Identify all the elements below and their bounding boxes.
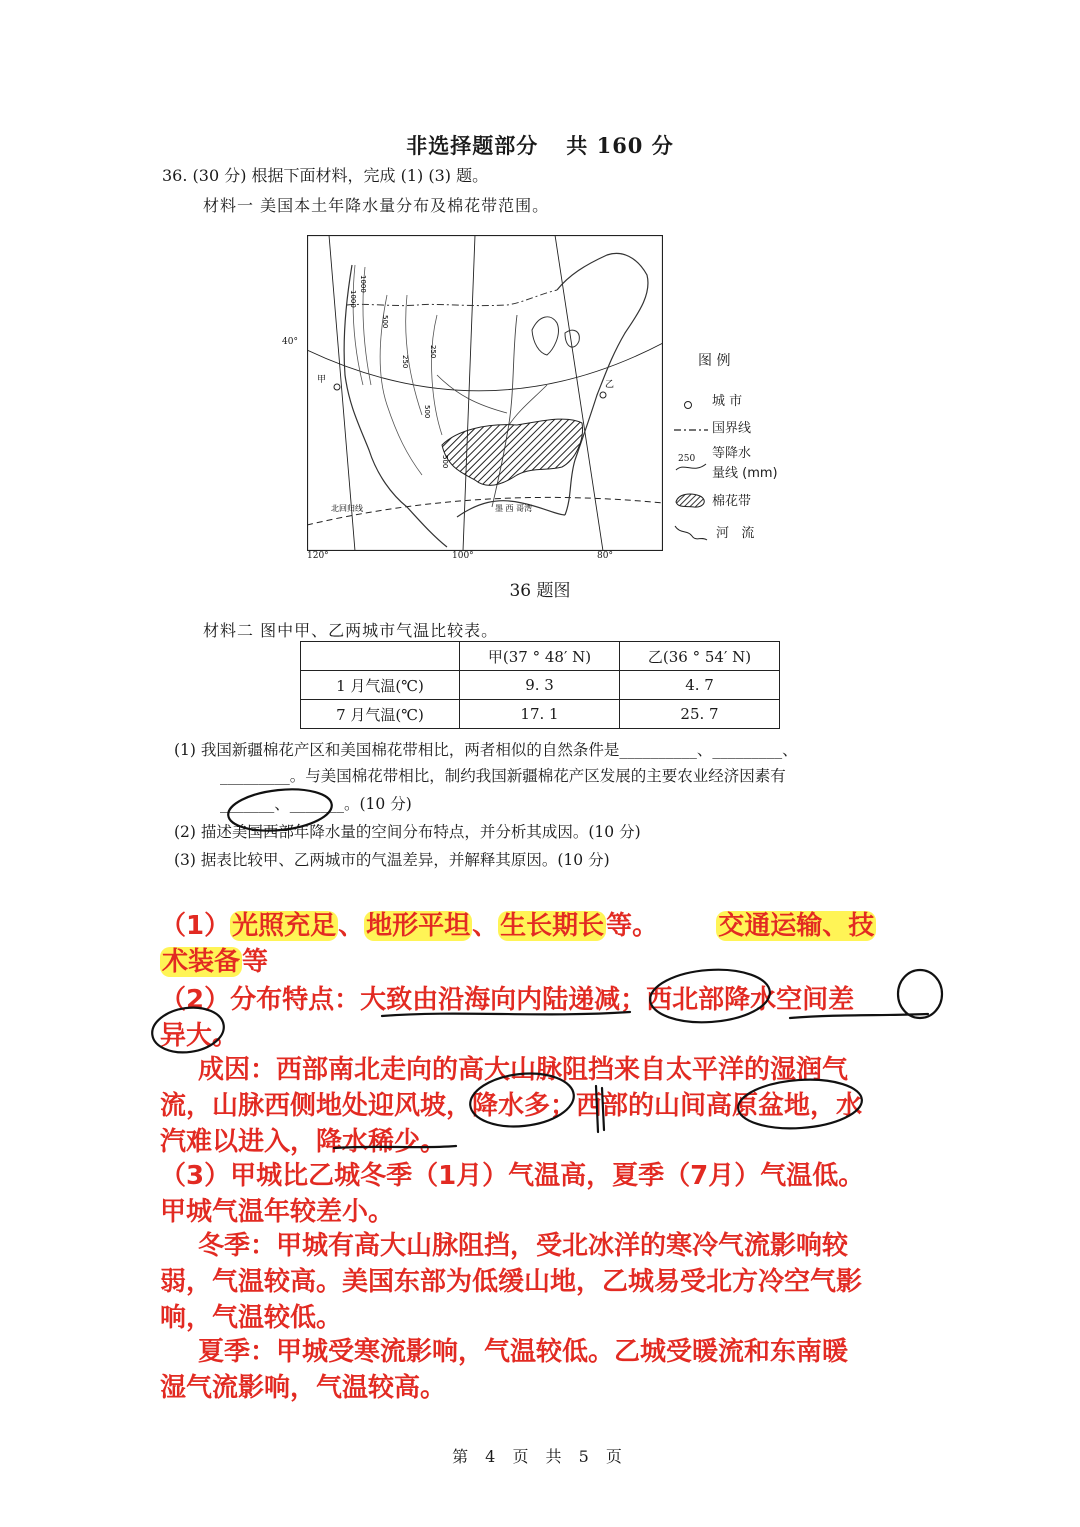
lon-label-100: 100°: [452, 551, 474, 561]
answer-2-cause-3: 汽难以进入，降水稀少。: [160, 1127, 447, 1157]
subquestion-2: (2) 描述美国西部年降水量的空间分布特点，并分析其成因。(10 分): [174, 823, 641, 841]
page-footer: 第 4 页 共 5 页: [452, 1447, 628, 1466]
highlight: 光照充足: [232, 911, 337, 941]
material-two: 材料二 图中甲、乙两城市气温比较表。: [203, 621, 499, 640]
answer-2-cause-2: 流，山脉西侧地处迎风坡，降水多；西部的山间高原盆地，水: [160, 1091, 863, 1121]
highlight: 生长期长: [500, 911, 605, 941]
section-title-right: 共 160 分: [566, 133, 674, 158]
lon-label-80: 80°: [597, 551, 613, 561]
map-label-yi: 乙: [605, 380, 615, 390]
table-cell: 9. 3: [460, 671, 620, 700]
legend-label-isohyet: 等降水 量线 (mm): [712, 446, 778, 481]
map-label-gulf: 墨 西 哥湾: [495, 504, 533, 513]
question-stem: 36. (30 分) 根据下面材料，完成 (1) (3) 题。: [162, 166, 489, 185]
answer-1: （1）光照充足、地形平坦、生长期长等。 交通运输、技 术装备等: [160, 911, 875, 977]
highlight: 术装备: [162, 947, 241, 977]
material-one: 材料一 美国本土年降水量分布及棉花带范围。: [203, 196, 550, 215]
highlight: 地形平坦: [366, 911, 471, 941]
answer-2-feature-cont: 异大。: [160, 1021, 239, 1051]
isohyet-label: 250: [429, 345, 437, 359]
lon-label-120: 120°: [307, 551, 329, 561]
city-icon: [680, 398, 710, 412]
table-cell: 7 月气温(℃): [301, 700, 460, 729]
table-cell: 4. 7: [620, 671, 780, 700]
section-title-left: 非选择题部分: [406, 133, 539, 158]
figure-caption: 36 题图: [509, 581, 571, 601]
answer-3-summer-1: 夏季：甲城受寒流影响，气温较低。乙城受暖流和东南暖: [198, 1337, 849, 1367]
isohyet-label: 250: [401, 355, 409, 369]
map-legend: [672, 350, 812, 550]
temperature-table: [300, 641, 780, 729]
map-label-jia: 甲: [317, 375, 327, 385]
answer-3-winter-1: 冬季：甲城有高大山脉阻挡，受北冰洋的寒冷气流影响较: [198, 1231, 849, 1261]
legend-label-cotton: 棉花带: [712, 494, 752, 509]
us-precipitation-map: [307, 235, 663, 551]
answer-3-line-2: 甲城气温年较差小。: [160, 1197, 395, 1227]
section-title: [0, 130, 1080, 160]
legend-label-border: 国界线: [712, 421, 752, 436]
answer-3-line-1: （3）甲城比乙城冬季（1月）气温高，夏季（7月）气温低。: [160, 1161, 865, 1191]
table-row: [301, 671, 780, 700]
border-icon: [672, 424, 710, 436]
table-row: [301, 700, 780, 729]
isohyet-label: 1000: [359, 275, 367, 293]
subquestion-3: (3) 据表比较甲、乙两城市的气温差异，并解释其原因。(10 分): [174, 851, 610, 869]
table-header-cell: 乙(36 ° 54′ N): [620, 642, 780, 671]
legend-label-river: 河 流: [716, 526, 755, 541]
river-icon: [672, 522, 710, 544]
isohyet-label: 1000: [349, 290, 357, 308]
lat-label: 40°: [282, 337, 298, 347]
isohyet-label: 500: [441, 455, 449, 469]
isohyet-label: 500: [381, 315, 389, 329]
isohyet-label: 500: [423, 405, 431, 419]
legend-title: 图 例: [698, 353, 731, 369]
map-label-tropic: 北回归线: [331, 504, 363, 513]
highlight: 交通运输、技: [718, 911, 875, 941]
table-header-cell: 甲(37 ° 48′ N): [460, 642, 620, 671]
table-cell: 1 月气温(℃): [301, 671, 460, 700]
subquestion-1-line-2: _________。与美国棉花带相比，制约我国新疆棉花产区发展的主要农业经济因素有: [220, 767, 786, 785]
answer-3-winter-3: 响，气温较低。: [160, 1303, 343, 1333]
legend-isohyet-value: 250: [678, 454, 696, 464]
table-header-cell: [301, 642, 460, 671]
answer-2-feature: （2）分布特点：大致由沿海向内陆递减；西北部降水空间差: [160, 985, 855, 1015]
answer-3-summer-2: 湿气流影响，气温较高。: [160, 1373, 447, 1403]
subquestion-1-line-1: (1) 我国新疆棉花产区和美国棉花带相比，两者相似的自然条件是__________、_________、: [174, 741, 798, 759]
cotton-belt-icon: [672, 490, 710, 510]
table-cell: 25. 7: [620, 700, 780, 729]
answer-2-cause-1: 成因：西部南北走向的高大山脉阻挡来自太平洋的湿润气: [198, 1055, 849, 1085]
table-header-row: [301, 642, 780, 671]
legend-label-city: 城 市: [712, 394, 743, 409]
answer-3-winter-2: 弱，气温较高。美国东部为低缓山地，乙城易受北方冷空气影: [160, 1267, 863, 1297]
subquestion-1-line-3: _______、_______。(10 分): [220, 795, 412, 813]
table-cell: 17. 1: [460, 700, 620, 729]
